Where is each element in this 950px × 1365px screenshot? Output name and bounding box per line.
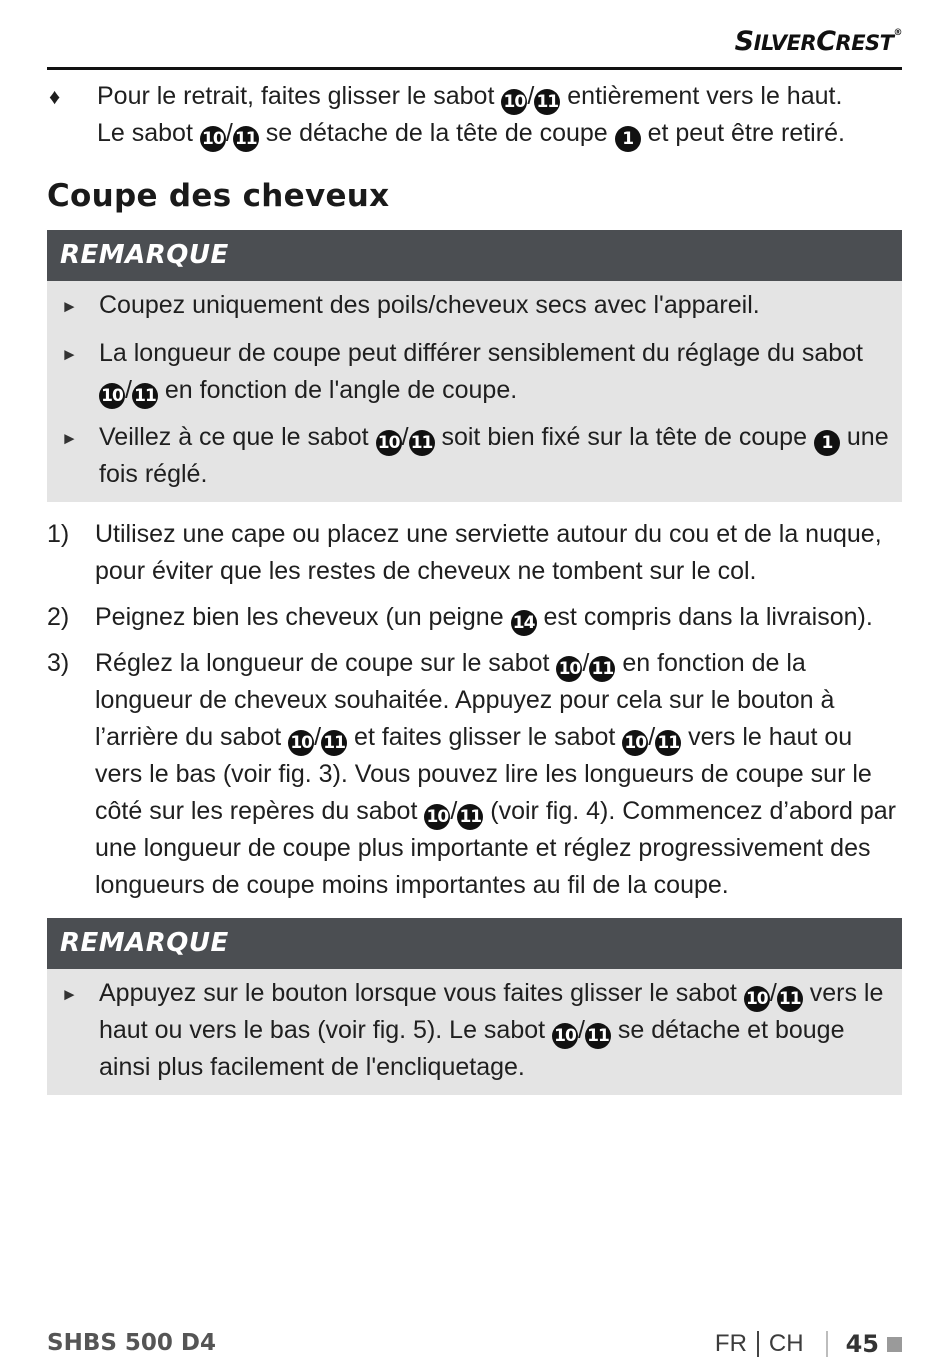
ref-badge: 10 [99, 383, 125, 409]
ref-badge: 11 [589, 656, 615, 682]
ref-badge: 10 [744, 986, 770, 1012]
page-content [47, 78, 902, 1095]
ref-badge: 10 [556, 656, 582, 682]
note-title: REMARQUE [47, 230, 902, 281]
brand-logo: SILVERCREST® [734, 26, 902, 57]
divider [757, 1331, 759, 1357]
triangle-right-icon: ► [61, 345, 78, 364]
ref-badge: 11 [233, 126, 259, 152]
diamond-icon: ♦ [49, 84, 61, 109]
page-number: 45 [845, 1330, 879, 1358]
ref-badge: 10 [200, 126, 226, 152]
intro-bullet [47, 78, 902, 152]
page-footer [47, 1330, 902, 1364]
ref-badge: 10 [376, 430, 402, 456]
ref-badge: 11 [457, 804, 483, 830]
ref-badge: 11 [585, 1023, 611, 1049]
ref-badge: 11 [409, 430, 435, 456]
steps-list [47, 516, 902, 904]
triangle-right-icon: ► [61, 429, 78, 448]
note-item: ► La longueur de coupe peut différer sensiblement du réglage du sabot 10/ 11 en fonction de l'angle de coupe. [61, 335, 890, 409]
ref-badge: 10 [552, 1023, 578, 1049]
ref-badge: 1 [615, 126, 641, 152]
step-item: 1) Utilisez une cape ou placez une serviette autour du cou et de la nuque, pour éviter que les restes de cheveux ne tombent sur le col. [47, 520, 882, 585]
model-number: SHBS 500 D4 [47, 1330, 217, 1356]
ref-badge: 10 [622, 730, 648, 756]
triangle-right-icon: ► [61, 985, 78, 1004]
square-icon [887, 1337, 902, 1352]
ref-badge: 11 [321, 730, 347, 756]
ref-badge: 14 [511, 610, 537, 636]
ref-badge: 1 [814, 430, 840, 456]
ref-badge: 10 [501, 89, 527, 115]
note-box-2 [47, 918, 902, 1095]
step-item: 3) Réglez la longueur de coupe sur le sabot 10/ 11 en fonction de la longueur de cheveux souhaitée. Appuyez pour cela sur le bouton à l’arrière du sabot 10/ 11 et faites glisser le sabot 10/ 11 vers le haut ou vers le bas (voir fig. 3). Vous pouvez lire les longueurs de coupe sur le côté sur les repères du sabot 10/ 11 (voir fig. 4). Commencez d’abord par une longueur de coupe plus importante et réglez progressivement des longueurs de coupe moins importantes au fil de la coupe. [47, 649, 896, 899]
note-item: ► Veillez à ce que le sabot 10/ 11 soit bien fixé sur la tête de coupe 1 une fois réglé. [61, 419, 890, 493]
language-code: CH [768, 1330, 804, 1357]
ref-badge: 11 [534, 89, 560, 115]
ref-badge: 11 [777, 986, 803, 1012]
ref-badge: 10 [424, 804, 450, 830]
language-code: FR [714, 1330, 747, 1357]
ref-badge: 11 [655, 730, 681, 756]
intro-text: Pour le retrait, faites glisser le sabot 10/ 11 entièrement vers le haut. Le sabot 10/ 11 se détache de la tête de coupe 1 et peut être retiré. [97, 78, 845, 152]
step-item: 2) Peignez bien les cheveux (un peigne 14 est compris dans la livraison). [47, 599, 902, 636]
note-title: REMARQUE [47, 918, 902, 969]
note-item: ► Coupez uniquement des poils/cheveux secs avec l'appareil. [61, 287, 890, 325]
section-title: Coupe des cheveux [47, 178, 390, 214]
divider [826, 1331, 828, 1357]
note-box-1 [47, 230, 902, 502]
header-rule [47, 67, 902, 70]
ref-badge: 10 [288, 730, 314, 756]
ref-badge: 11 [132, 383, 158, 409]
triangle-right-icon: ► [61, 297, 78, 316]
note-item: ► Appuyez sur le bouton lorsque vous faites glisser le sabot 10/ 11 vers le haut ou vers le bas (voir fig. 5). Le sabot 10/ 11 se détache et bouge ainsi plus facilement de l'encliquetage. [61, 975, 890, 1086]
